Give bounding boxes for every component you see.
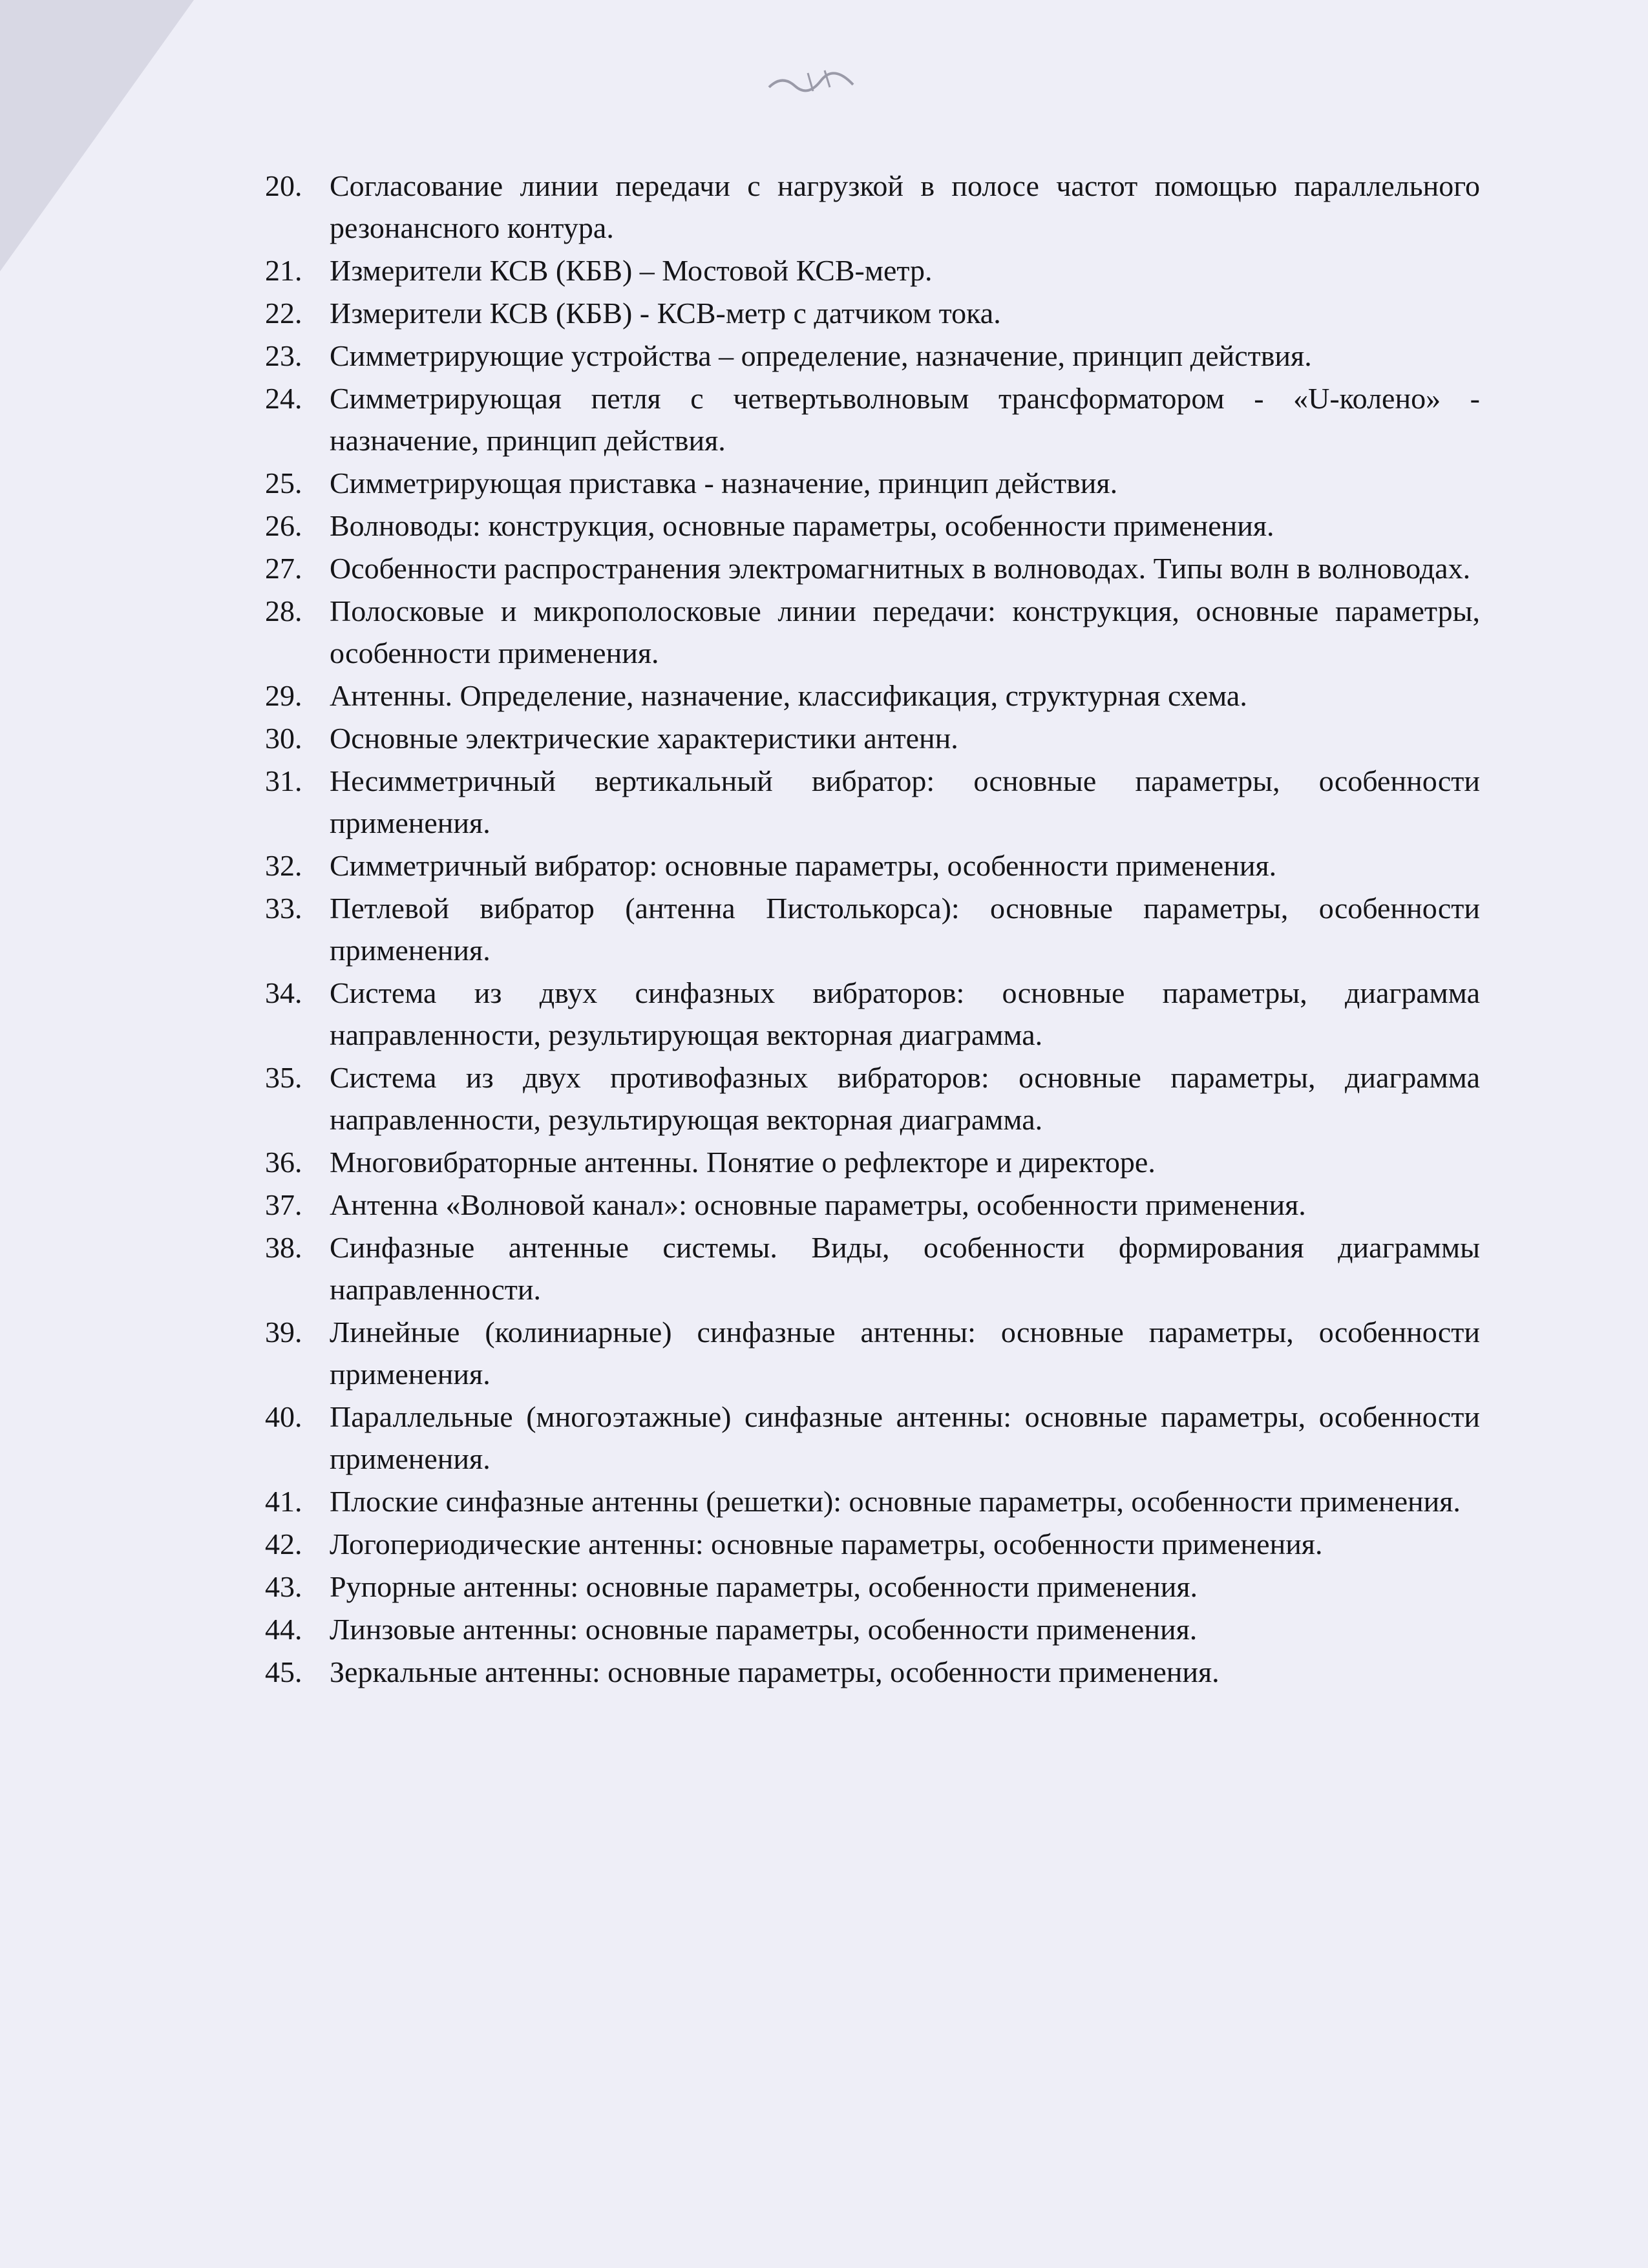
question-number: 38. bbox=[265, 1231, 302, 1264]
question-text: Антенна «Волновой канал»: основные параметры, особенности применения. bbox=[330, 1188, 1306, 1221]
question-number: 26. bbox=[265, 509, 302, 542]
question-number: 42. bbox=[265, 1528, 302, 1560]
question-number: 24. bbox=[265, 382, 302, 415]
question-number: 23. bbox=[265, 339, 302, 372]
question-item bbox=[265, 165, 1480, 249]
question-number: 41. bbox=[265, 1485, 302, 1518]
question-text: Петлевой вибратор (антенна Пистолькорса): основные параметры, особенности применения. bbox=[330, 892, 1480, 967]
question-item bbox=[265, 1184, 1480, 1226]
question-number: 22. bbox=[265, 297, 302, 330]
question-item bbox=[265, 1608, 1480, 1650]
question-text: Многовибраторные антенны. Понятие о рефлекторе и директоре. bbox=[330, 1146, 1156, 1179]
question-item bbox=[265, 377, 1480, 461]
question-number: 35. bbox=[265, 1061, 302, 1094]
question-text: Измерители КСВ (КБВ) – Мостовой КСВ-метр. bbox=[330, 254, 933, 287]
question-text: Система из двух синфазных вибраторов: основные параметры, диаграмма направленности, результирующая векторная диаграмма. bbox=[330, 976, 1480, 1051]
question-text: Согласование линии передачи с нагрузкой в полосе частот помощью параллельного резонансного контура. bbox=[330, 169, 1480, 244]
question-number: 32. bbox=[265, 849, 302, 882]
question-item bbox=[265, 292, 1480, 334]
question-item bbox=[265, 335, 1480, 377]
question-text: Симметрирующая приставка - назначение, принцип действия. bbox=[330, 467, 1118, 499]
question-text: Несимметричный вертикальный вибратор: основные параметры, особенности применения. bbox=[330, 764, 1480, 839]
question-number: 36. bbox=[265, 1146, 302, 1179]
question-number: 31. bbox=[265, 764, 302, 797]
question-item bbox=[265, 675, 1480, 717]
question-number: 27. bbox=[265, 552, 302, 585]
question-item bbox=[265, 845, 1480, 887]
question-text: Антенны. Определение, назначение, классификация, структурная схема. bbox=[330, 679, 1247, 712]
question-item bbox=[265, 1523, 1480, 1565]
question-item bbox=[265, 462, 1480, 504]
question-item bbox=[265, 1311, 1480, 1395]
question-number: 43. bbox=[265, 1570, 302, 1603]
question-number: 44. bbox=[265, 1613, 302, 1646]
question-number: 29. bbox=[265, 679, 302, 712]
question-number: 33. bbox=[265, 892, 302, 925]
question-number: 40. bbox=[265, 1400, 302, 1433]
question-number: 20. bbox=[265, 169, 302, 202]
question-number: 25. bbox=[265, 467, 302, 499]
question-text: Синфазные антенные системы. Виды, особенности формирования диаграммы направленности. bbox=[330, 1231, 1480, 1306]
question-text: Симметрирующая петля с четвертьволновым трансформатором - «U-колено» - назначение, принцип действия. bbox=[330, 382, 1480, 457]
question-item bbox=[265, 717, 1480, 759]
question-item bbox=[265, 249, 1480, 291]
question-text: Особенности распространения электромагнитных в волноводах. Типы волн в волноводах. bbox=[330, 552, 1471, 585]
question-number: 45. bbox=[265, 1655, 302, 1688]
question-item bbox=[265, 1141, 1480, 1183]
question-text: Линзовые антенны: основные параметры, особенности применения. bbox=[330, 1613, 1198, 1646]
question-item bbox=[265, 1566, 1480, 1608]
question-item bbox=[265, 760, 1480, 844]
question-item bbox=[265, 1651, 1480, 1693]
question-number: 34. bbox=[265, 976, 302, 1009]
torn-corner bbox=[0, 0, 194, 271]
question-text: Логопериодические антенны: основные параметры, особенности применения. bbox=[330, 1528, 1323, 1560]
question-item bbox=[265, 547, 1480, 589]
question-item bbox=[265, 1226, 1480, 1310]
question-number: 37. bbox=[265, 1188, 302, 1221]
question-number: 28. bbox=[265, 594, 302, 627]
question-text: Система из двух противофазных вибраторов: основные параметры, диаграмма направленности, результирующая векторная диаграмма. bbox=[330, 1061, 1480, 1136]
question-number: 30. bbox=[265, 722, 302, 755]
question-item bbox=[265, 1396, 1480, 1480]
question-text: Полосковые и микрополосковые линии передачи: конструкция, основные параметры, особенности применения. bbox=[330, 594, 1480, 669]
question-item bbox=[265, 1480, 1480, 1522]
scribble-icon bbox=[763, 61, 860, 100]
question-item bbox=[265, 972, 1480, 1056]
question-text: Рупорные антенны: основные параметры, особенности применения. bbox=[330, 1570, 1198, 1603]
question-text: Симметрирующие устройства – определение, назначение, принцип действия. bbox=[330, 339, 1312, 372]
question-text: Основные электрические характеристики антенн. bbox=[330, 722, 958, 755]
exam-questions-list bbox=[265, 165, 1480, 1694]
question-item bbox=[265, 505, 1480, 547]
question-text: Параллельные (многоэтажные) синфазные антенны: основные параметры, особенности применения. bbox=[330, 1400, 1480, 1475]
question-item bbox=[265, 590, 1480, 674]
question-item bbox=[265, 887, 1480, 971]
question-text: Волноводы: конструкция, основные параметры, особенности применения. bbox=[330, 509, 1274, 542]
question-text: Плоские синфазные антенны (решетки): основные параметры, особенности применения. bbox=[330, 1485, 1461, 1518]
question-text: Зеркальные антенны: основные параметры, особенности применения. bbox=[330, 1655, 1220, 1688]
question-number: 21. bbox=[265, 254, 302, 287]
scribble-mark bbox=[763, 61, 860, 100]
question-text: Симметричный вибратор: основные параметры, особенности применения. bbox=[330, 849, 1277, 882]
question-item bbox=[265, 1056, 1480, 1140]
question-text: Измерители КСВ (КБВ) - КСВ-метр с датчиком тока. bbox=[330, 297, 1001, 330]
question-text: Линейные (колиниарные) синфазные антенны: основные параметры, особенности применения. bbox=[330, 1316, 1480, 1391]
question-number: 39. bbox=[265, 1316, 302, 1349]
